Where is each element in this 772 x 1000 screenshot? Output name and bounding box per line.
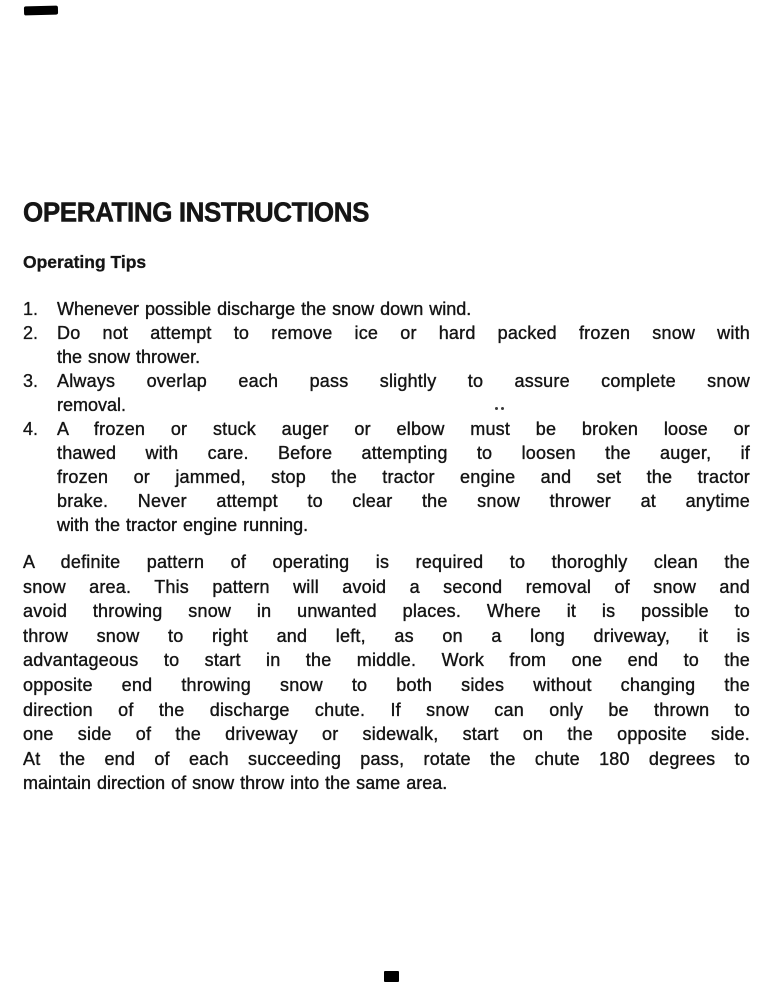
- text-line: with the tractor engine running.: [57, 515, 309, 535]
- text-line: direction of the discharge chute. If snow can only be thrown to: [23, 699, 750, 720]
- text-line: opposite end throwing snow to both sides without changing the: [23, 674, 750, 695]
- page-title: OPERATING INSTRUCTIONS: [23, 195, 370, 228]
- list-item: [23, 369, 750, 417]
- text-line: Always overlap each pass slightly to assure complete snow: [57, 371, 750, 391]
- list-item-number: 2.: [23, 323, 39, 343]
- scan-artifact-mark: [384, 971, 399, 982]
- text-line: A definite pattern of operating is required to thoroghly clean the: [23, 552, 750, 572]
- text-line: advantageous to start in the middle. Work from one end to the: [23, 650, 750, 671]
- list-item-number: 4.: [23, 419, 39, 439]
- text-line: avoid throwing snow in unwanted places. Where it is possible to: [23, 601, 750, 622]
- list-item: [23, 417, 750, 537]
- text-line: snow area. This pattern will avoid a second removal of snow and: [23, 576, 750, 597]
- operating-pattern-paragraph: [23, 550, 750, 796]
- text-line: frozen or jammed, stop the tractor engine and set the tractor: [57, 467, 750, 487]
- list-item-number: 3.: [23, 371, 39, 391]
- scan-artifact-mark: [24, 6, 58, 16]
- list-item-number: 1.: [23, 299, 39, 319]
- text-line: removal.: [57, 395, 127, 415]
- text-line: Whenever possible discharge the snow down wind.: [57, 299, 472, 319]
- section-heading: Operating Tips: [23, 252, 147, 272]
- scan-speck: [495, 407, 498, 410]
- text-line: A frozen or stuck auger or elbow must be broken loose or: [57, 419, 750, 439]
- operating-tips-list: [23, 297, 750, 537]
- text-line: thawed with care. Before attempting to loosen the auger, if: [57, 443, 750, 463]
- text-line: brake. Never attempt to clear the snow thrower at anytime: [57, 491, 750, 511]
- list-item: [23, 321, 750, 369]
- text-line: throw snow to right and left, as on a long driveway, it is: [23, 625, 750, 646]
- text-line: the snow thrower.: [57, 347, 201, 367]
- text-line: maintain direction of snow throw into the same area.: [23, 773, 448, 794]
- list-item: [23, 297, 750, 321]
- text-line: one side of the driveway or sidewalk, start on the opposite side.: [23, 724, 750, 745]
- text-line: Do not attempt to remove ice or hard packed frozen snow with: [57, 323, 750, 343]
- text-line: At the end of each succeeding pass, rotate the chute 180 degrees to: [23, 748, 750, 769]
